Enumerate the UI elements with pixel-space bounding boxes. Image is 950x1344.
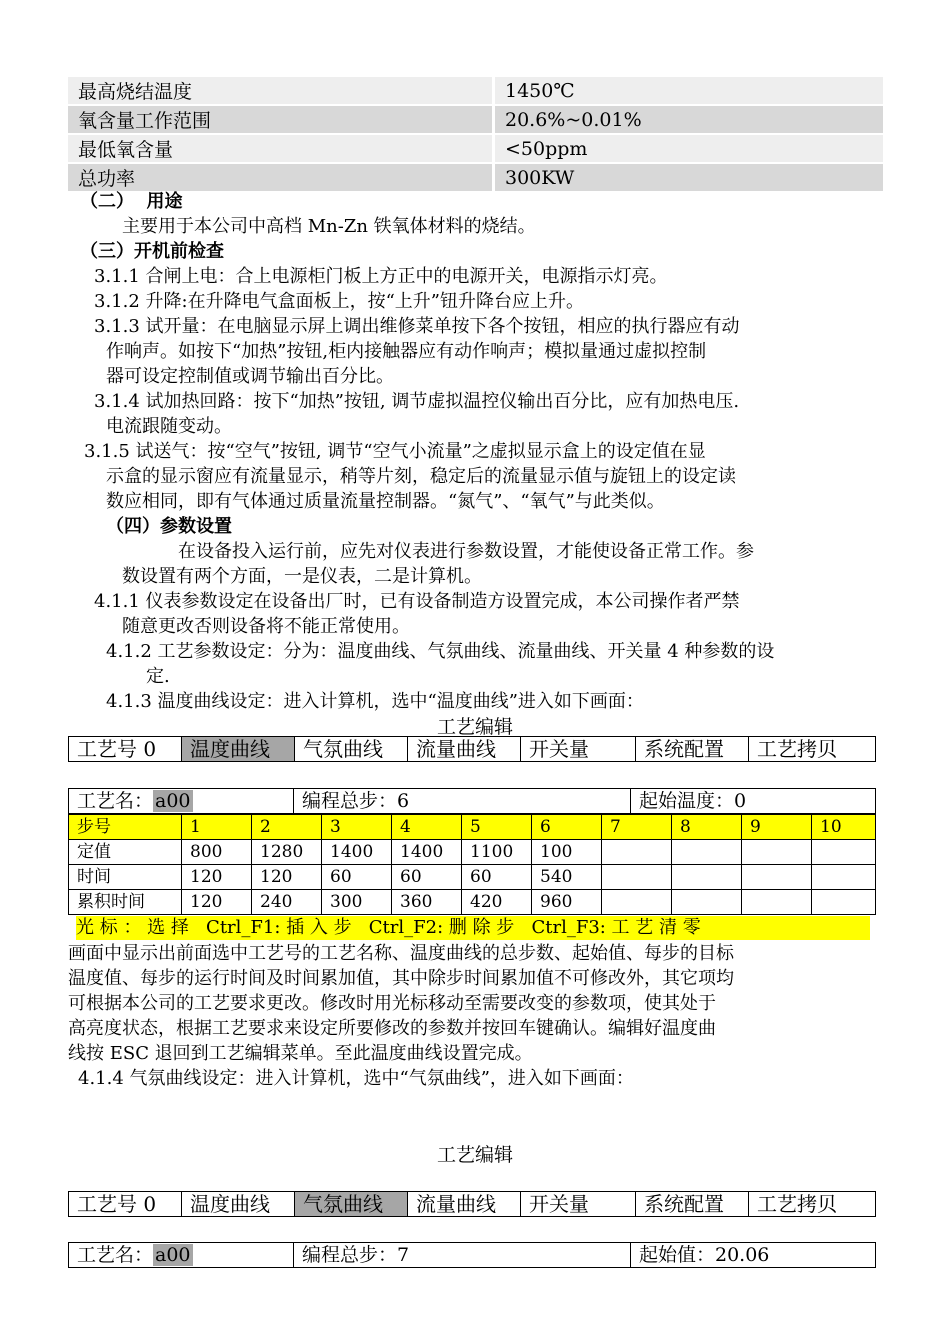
paragraph: 4.1.1 仪表参数设定在设备出厂时，已有设备制造方设置完成，本公司操作者严禁 bbox=[94, 591, 740, 612]
grid-cell[interactable]: 800 bbox=[182, 840, 252, 865]
spec-table bbox=[68, 77, 883, 193]
menu-item-temperature-curve[interactable]: 温度曲线 bbox=[182, 737, 295, 762]
section4-heading: （四）参数设置 bbox=[106, 516, 232, 537]
menu-item-system-config[interactable]: 系统配置 bbox=[636, 737, 749, 762]
total-steps-field[interactable]: 编程总步：7 bbox=[294, 1243, 631, 1268]
grid-cell: 420 bbox=[462, 890, 532, 915]
process-menu-bar bbox=[68, 736, 876, 762]
menu-item-process-copy[interactable]: 工艺拷贝 bbox=[749, 737, 876, 762]
spec-value: <50ppm bbox=[494, 134, 884, 163]
grid-cell: 1 bbox=[182, 815, 252, 840]
paragraph: 3.1.2 升降:在升降电气盒面板上，按“上升”钮升降台应上升。 bbox=[94, 291, 584, 312]
spec-row bbox=[68, 134, 883, 163]
start-value-field[interactable]: 起始值：20.06 bbox=[631, 1243, 876, 1268]
process-name-field[interactable]: a00 bbox=[155, 1244, 191, 1266]
process-header bbox=[68, 788, 876, 814]
section2-heading-num: （二） bbox=[80, 191, 134, 212]
grid-cell[interactable] bbox=[812, 865, 876, 890]
grid-cell[interactable] bbox=[602, 865, 672, 890]
paragraph: 在设备投入运行前，应先对仪表进行参数设置，才能使设备正常工作。参 bbox=[178, 541, 754, 562]
menu-item-process-copy[interactable]: 工艺拷贝 bbox=[749, 1192, 876, 1217]
grid-cell: 5 bbox=[462, 815, 532, 840]
cumulative-time-row bbox=[69, 890, 876, 915]
setpoint-row bbox=[69, 840, 876, 865]
paragraph: 定. bbox=[146, 666, 170, 687]
paragraph: 作响声。如按下“加热”按钮,柜内接触器应有动作响声；模拟量通过虚拟控制 bbox=[106, 341, 707, 362]
spec-label: 总功率 bbox=[68, 163, 494, 192]
spec-value: 300KW bbox=[494, 163, 884, 192]
section2-heading bbox=[80, 189, 183, 215]
menu-item-atmosphere-curve[interactable]: 气氛曲线 bbox=[295, 1192, 408, 1217]
menu-item-flow-curve[interactable]: 流量曲线 bbox=[408, 737, 521, 762]
paragraph: 3.1.3 试开量：在电脑显示屏上调出维修菜单按下各个按钮，相应的执行器应有动 bbox=[94, 316, 740, 337]
spec-label: 氧含量工作范围 bbox=[68, 105, 494, 134]
grid-cell: 7 bbox=[602, 815, 672, 840]
spec-value: 1450℃ bbox=[494, 77, 884, 105]
grid-cell: 360 bbox=[392, 890, 462, 915]
screen-title: 工艺编辑 bbox=[436, 1144, 513, 1166]
paragraph: 数设置有两个方面，一是仪表，二是计算机。 bbox=[122, 566, 482, 587]
paragraph: 示盒的显示窗应有流量显示，稍等片刻，稳定后的流量显示值与旋钮上的设定读 bbox=[106, 466, 736, 487]
paragraph: 器可设定控制值或调节输出百分比。 bbox=[106, 366, 394, 387]
row-header: 定值 bbox=[69, 840, 182, 865]
grid-cell: 8 bbox=[672, 815, 742, 840]
process-name-label: 工艺名： bbox=[77, 790, 154, 812]
menu-item-switch[interactable]: 开关量 bbox=[521, 1192, 636, 1217]
grid-cell: 6 bbox=[532, 815, 602, 840]
section2-heading-text: 用途 bbox=[146, 191, 183, 212]
grid-cell[interactable]: 100 bbox=[532, 840, 602, 865]
section3-heading: （三）开机前检查 bbox=[80, 241, 224, 262]
grid-cell: 300 bbox=[322, 890, 392, 915]
spec-label: 最低氧含量 bbox=[68, 134, 494, 163]
grid-cell[interactable]: 120 bbox=[182, 865, 252, 890]
grid-cell bbox=[672, 890, 742, 915]
process-name-label: 工艺名： bbox=[77, 1244, 154, 1266]
paragraph: 电流跟随变动。 bbox=[106, 416, 232, 437]
paragraph: 3.1.5 试送气：按“空气”按钮, 调节“空气小流量”之虚拟显示盒上的设定值在显 bbox=[84, 441, 706, 462]
grid-cell[interactable]: 1100 bbox=[462, 840, 532, 865]
grid-cell[interactable] bbox=[672, 840, 742, 865]
paragraph: 3.1.4 试加热回路：按下“加热”按钮, 调节虚拟温控仪输出百分比，应有加热电压. bbox=[94, 391, 740, 412]
grid-cell: 9 bbox=[742, 815, 812, 840]
grid-cell[interactable] bbox=[602, 840, 672, 865]
paragraph: 4.1.2 工艺参数设定：分为：温度曲线、气氛曲线、流量曲线、开关量 4 种参数的设 bbox=[106, 641, 775, 662]
grid-cell[interactable] bbox=[672, 865, 742, 890]
grid-cell: 3 bbox=[322, 815, 392, 840]
menu-item-process-number[interactable]: 工艺号 0 bbox=[69, 1192, 182, 1217]
menu-item-system-config[interactable]: 系统配置 bbox=[636, 1192, 749, 1217]
start-temperature-field[interactable]: 起始温度：0 bbox=[631, 789, 876, 814]
step-number-row bbox=[69, 815, 876, 840]
paragraph: 数应相同，即有气体通过质量流量控制器。“氮气”、“氧气”与此类似。 bbox=[106, 491, 665, 512]
paragraph: 线按 ESC 退回到工艺编辑菜单。至此温度曲线设置完成。 bbox=[68, 1043, 533, 1064]
total-steps-field[interactable]: 编程总步：6 bbox=[294, 789, 631, 814]
menu-item-process-number[interactable]: 工艺号 0 bbox=[69, 737, 182, 762]
grid-cell: 120 bbox=[182, 890, 252, 915]
grid-cell[interactable]: 60 bbox=[462, 865, 532, 890]
step-grid bbox=[68, 814, 876, 915]
process-name-field[interactable]: a00 bbox=[155, 790, 191, 812]
grid-cell bbox=[742, 890, 812, 915]
grid-cell[interactable] bbox=[742, 840, 812, 865]
section2-body: 主要用于本公司中高档 Mn-Zn 铁氧体材料的烧结。 bbox=[122, 216, 536, 237]
process-header bbox=[68, 1242, 876, 1268]
paragraph: 4.1.3 温度曲线设定：进入计算机，选中“温度曲线”进入如下画面： bbox=[106, 691, 644, 712]
grid-cell[interactable]: 1400 bbox=[322, 840, 392, 865]
spec-label: 最高烧结温度 bbox=[68, 77, 494, 105]
row-header: 时间 bbox=[69, 865, 182, 890]
grid-cell[interactable]: 120 bbox=[252, 865, 322, 890]
grid-cell[interactable]: 1400 bbox=[392, 840, 462, 865]
paragraph: 高亮度状态，根据工艺要求来设定所要修改的参数并按回车键确认。编辑好温度曲 bbox=[68, 1018, 716, 1039]
time-row bbox=[69, 865, 876, 890]
menu-item-atmosphere-curve[interactable]: 气氛曲线 bbox=[295, 737, 408, 762]
menu-item-flow-curve[interactable]: 流量曲线 bbox=[408, 1192, 521, 1217]
grid-cell: 960 bbox=[532, 890, 602, 915]
paragraph: 3.1.1 合闸上电：合上电源柜门板上方正中的电源开关，电源指示灯亮。 bbox=[94, 266, 668, 287]
screen-title: 工艺编辑 bbox=[436, 716, 513, 738]
grid-cell: 10 bbox=[812, 815, 876, 840]
spec-row bbox=[68, 77, 883, 105]
grid-cell bbox=[812, 890, 876, 915]
grid-cell[interactable]: 1280 bbox=[252, 840, 322, 865]
paragraph: 随意更改否则设备将不能正常使用。 bbox=[122, 616, 410, 637]
menu-item-temperature-curve[interactable]: 温度曲线 bbox=[182, 1192, 295, 1217]
row-header: 步号 bbox=[69, 815, 182, 840]
process-menu-bar bbox=[68, 1191, 876, 1217]
spec-value: 20.6%~0.01% bbox=[494, 105, 884, 134]
paragraph: 4.1.4 气氛曲线设定：进入计算机，选中“气氛曲线”，进入如下画面： bbox=[78, 1068, 634, 1089]
grid-cell bbox=[602, 890, 672, 915]
grid-cell[interactable] bbox=[812, 840, 876, 865]
paragraph: 可根据本公司的工艺要求更改。修改时用光标移动至需要改变的参数项，使其处于 bbox=[68, 993, 716, 1014]
grid-cell: 240 bbox=[252, 890, 322, 915]
grid-cell[interactable]: 60 bbox=[322, 865, 392, 890]
spec-row bbox=[68, 163, 883, 192]
grid-cell[interactable] bbox=[742, 865, 812, 890]
spec-row bbox=[68, 105, 883, 134]
paragraph: 画面中显示出前面选中工艺号的工艺名称、温度曲线的总步数、起始值、每步的目标 bbox=[68, 943, 734, 964]
paragraph: 温度值、每步的运行时间及时间累加值，其中除步时间累加值不可修改外，其它项均 bbox=[68, 968, 734, 989]
grid-cell: 4 bbox=[392, 815, 462, 840]
row-header: 累积时间 bbox=[69, 890, 182, 915]
grid-cell[interactable]: 540 bbox=[532, 865, 602, 890]
menu-item-switch[interactable]: 开关量 bbox=[521, 737, 636, 762]
shortcut-help-bar: 光 标 ： 选 择 Ctrl_F1: 插 入 步 Ctrl_F2: 删 除 步 Ctrl_F3: 工 艺 清 零 bbox=[76, 916, 870, 940]
grid-cell: 2 bbox=[252, 815, 322, 840]
grid-cell[interactable]: 60 bbox=[392, 865, 462, 890]
